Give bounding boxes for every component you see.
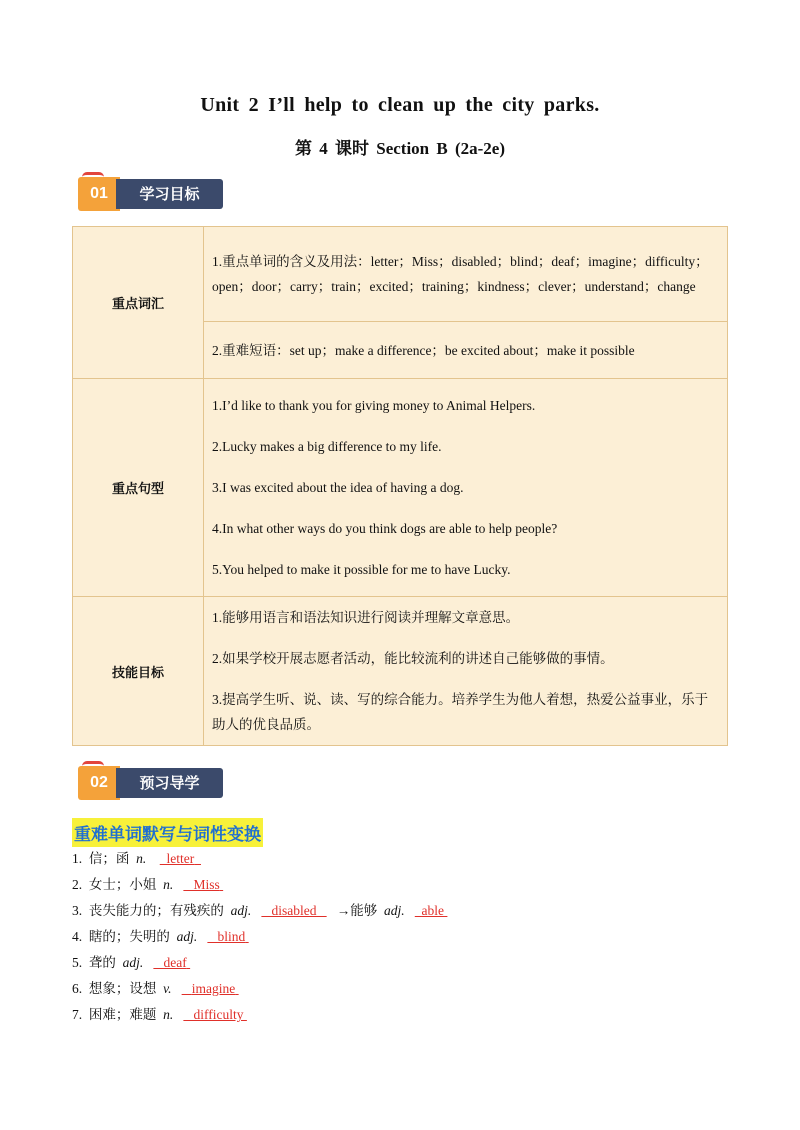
vocab-item (72, 926, 447, 952)
vocab-item (72, 978, 447, 1004)
item-chinese: 困难；难题 (88, 1007, 157, 1022)
item-chinese: 聋的 (88, 955, 116, 970)
category-sentences: 重点句型 (73, 379, 204, 597)
item-index: 5. (72, 955, 83, 970)
skill-item: 3.提高学生听、说、读、写的综合能力。培养学生为他人着想，热爱公益事业，乐于助人的优良品质。 (212, 692, 709, 732)
vocab-item (72, 1004, 447, 1030)
part-of-speech: n. (136, 851, 147, 866)
sentence-item: 5.You helped to make it possible for me to have Lucky. (212, 562, 511, 577)
answer-blank: deaf (163, 955, 187, 970)
category-skills: 技能目标 (73, 597, 204, 746)
item-chinese: 丧失能力的；有残疾的 (88, 903, 224, 918)
objectives-table (72, 226, 728, 746)
item-index: 2. (72, 877, 83, 892)
part-of-speech: v. (163, 981, 172, 996)
answer-blank: difficulty (193, 1007, 244, 1022)
page-title: Unit 2 I’ll help to clean up the city parks. (200, 94, 600, 116)
arrow-icon: → (336, 903, 351, 918)
part-of-speech: adj. (230, 903, 252, 918)
item-index: 3. (72, 903, 83, 918)
vocab-item (72, 952, 447, 978)
answer-blank: Miss (193, 877, 220, 892)
skill-item: 2.如果学校开展志愿者活动，能比较流利的讲述自己能够做的事情。 (212, 651, 614, 666)
vocab-words: 1.重点单词的含义及用法：letter；Miss；disabled；blind；deaf；imagine；difficulty；open；door；carry；train；excited；training；kindness；clever；understand；change (204, 227, 728, 322)
vocab-heading: 重难单词默写与词性变换 (72, 818, 263, 847)
section-banner-preview (78, 766, 223, 800)
vocab-item (72, 848, 447, 874)
section-label: 学习目标 (116, 179, 223, 209)
category-vocab: 重点词汇 (73, 227, 204, 379)
sentence-item: 2.Lucky makes a big difference to my life. (212, 439, 442, 454)
item-index: 4. (72, 929, 83, 944)
sentence-list (204, 379, 728, 597)
section-label: 预习导学 (116, 768, 223, 798)
item-chinese: 想象；设想 (88, 981, 157, 996)
sentence-item: 4.In what other ways do you think dogs are able to help people? (212, 521, 558, 536)
answer-blank: disabled (271, 903, 317, 918)
item-index: 7. (72, 1007, 83, 1022)
answer-blank: imagine (191, 981, 236, 996)
answer-blank: blind (217, 929, 246, 944)
vocab-item (72, 900, 447, 926)
part-of-speech: n. (163, 1007, 174, 1022)
section-number: 02 (78, 766, 120, 800)
item-chinese: 信；函 (88, 851, 130, 866)
part-of-speech: adj. (122, 955, 144, 970)
item-chinese: 瞎的；失明的 (88, 929, 170, 944)
answer-blank: letter (166, 851, 195, 866)
section-number: 01 (78, 177, 120, 211)
vocab-phrases: 2.重难短语：set up；make a difference；be excited about；make it possible (204, 322, 728, 379)
sentence-item: 1.I’d like to thank you for giving money to Animal Helpers. (212, 398, 536, 413)
skill-item: 1.能够用语言和语法知识进行阅读并理解文章意思。 (212, 610, 520, 625)
part-of-speech: adj. (176, 929, 198, 944)
sentence-item: 3.I was excited about the idea of having a dog. (212, 480, 464, 495)
part-of-speech: adj. (384, 903, 405, 918)
item-index: 1. (72, 851, 83, 866)
vocab-item (72, 874, 447, 900)
lesson-subtitle: 第 4 课时 Section B (2a-2e) (294, 139, 505, 158)
item-chinese: 女士；小姐 (88, 877, 157, 892)
answer-blank: able (421, 903, 445, 918)
item-index: 6. (72, 981, 83, 996)
item-chinese: 能够 (350, 903, 378, 918)
section-banner-objectives (78, 177, 223, 211)
skill-list (204, 597, 728, 746)
vocab-list (72, 848, 447, 1030)
part-of-speech: n. (163, 877, 174, 892)
